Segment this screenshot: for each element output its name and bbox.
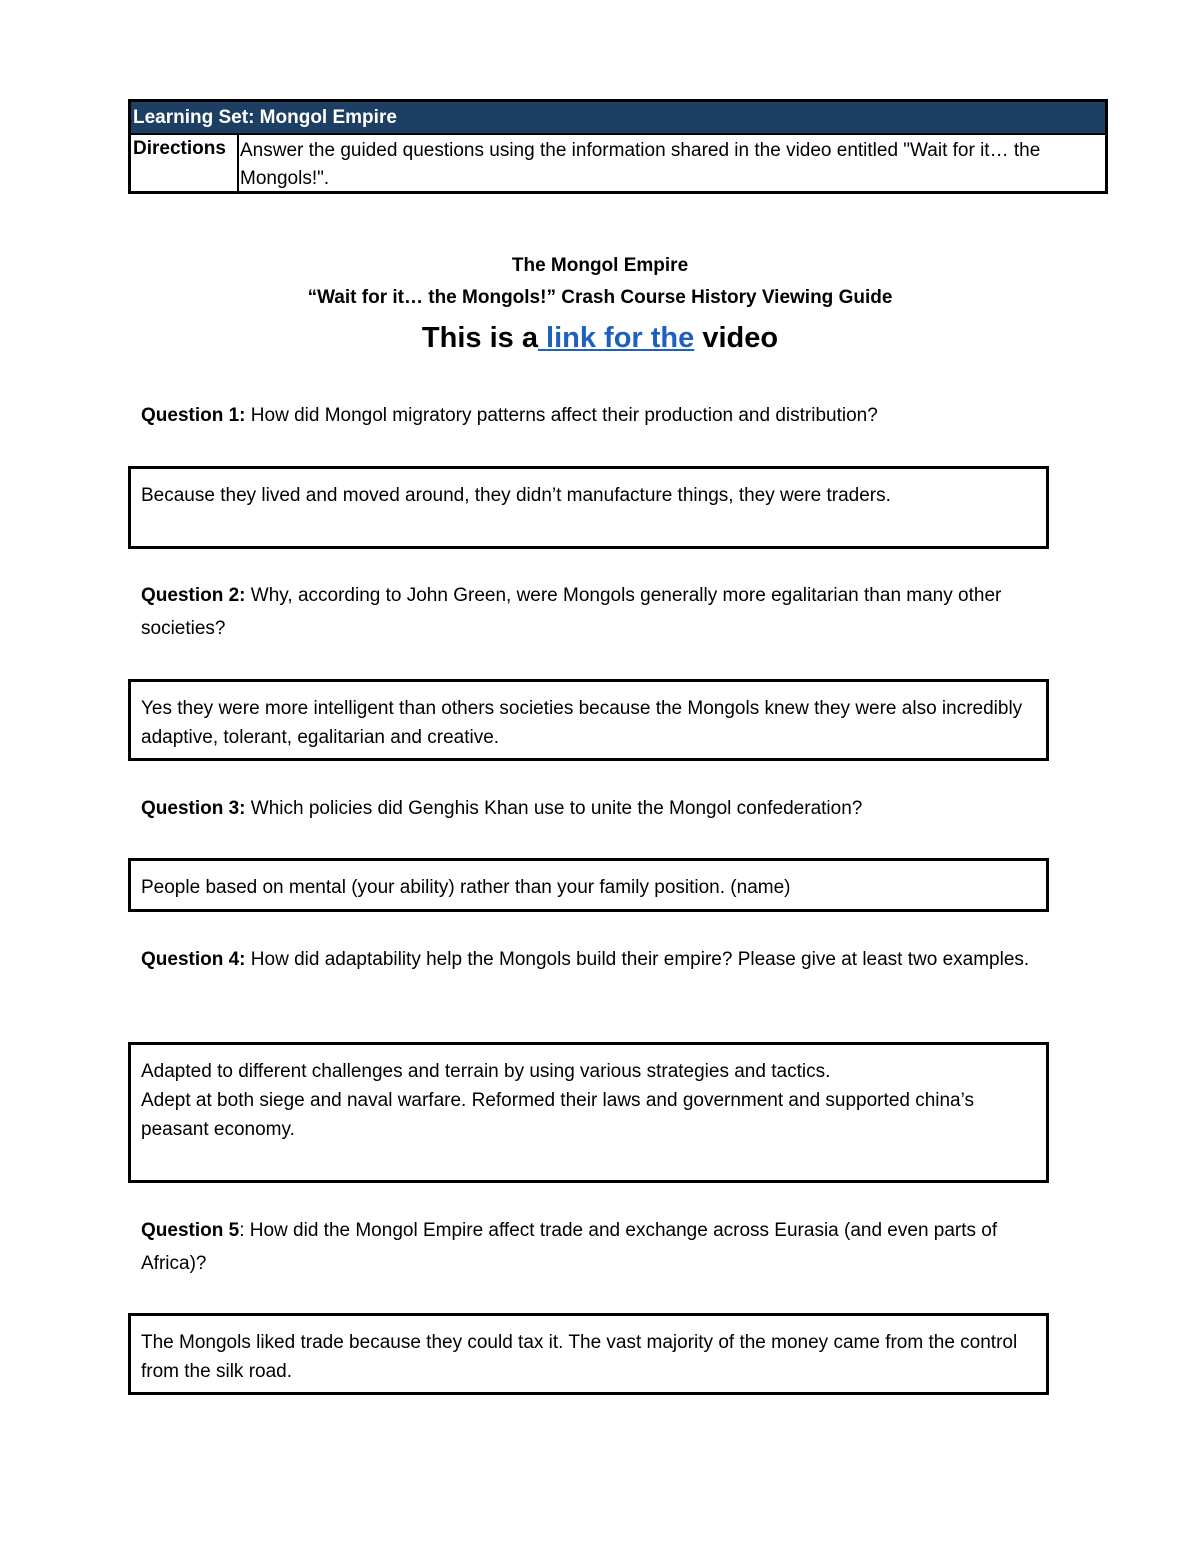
question-2 (141, 579, 1066, 645)
question-4 (141, 943, 1066, 976)
question-1 (141, 399, 1066, 432)
question-3-text: Which policies did Genghis Khan use to unite the Mongol confederation? (245, 798, 863, 819)
answer-5-text: The Mongols liked trade because they could tax it. The vast majority of the money came from the control from the silk road. (141, 1332, 1018, 1382)
answer-2-text: Yes they were more intelligent than others societies because the Mongols knew they were also incredibly adaptive, tolerant, egalitarian and creative. (141, 698, 1023, 748)
document-subtitle: “Wait for it… the Mongols!” Crash Course History Viewing Guide (307, 287, 893, 308)
answer-3-text: People based on mental (your ability) rather than your family position. (name) (141, 877, 791, 898)
question-4-label: Question 4: (141, 949, 246, 970)
question-2-text: Why, according to John Green, were Mongols generally more egalitarian than many other societies? (141, 585, 1002, 639)
question-5-label: Question 5 (141, 1220, 240, 1241)
answer-2-box[interactable] (128, 679, 1049, 761)
question-1-label: Question 1: (141, 405, 246, 426)
learning-set-title: Learning Set: Mongol Empire (131, 102, 1105, 135)
video-link-line (0, 322, 1200, 355)
answer-5-box[interactable] (128, 1313, 1049, 1395)
learning-set-header-table (128, 99, 1108, 194)
answer-3-box[interactable] (128, 858, 1049, 912)
question-4-text: How did adaptability help the Mongols build their empire? Please give at least two examples. (245, 949, 1030, 970)
question-1-text: How did Mongol migratory patterns affect their production and distribution? (245, 405, 878, 426)
answer-4-box[interactable] (128, 1042, 1049, 1183)
question-2-label: Question 2: (141, 585, 246, 606)
answer-1-box[interactable] (128, 466, 1049, 549)
video-link[interactable]: link for the (537, 322, 695, 354)
answer-4-line-1: Adapted to different challenges and terrain by using various strategies and tactics. (141, 1061, 831, 1082)
link-suffix: video (694, 322, 779, 354)
question-3 (141, 792, 1066, 825)
answer-1-text: Because they lived and moved around, they didn’t manufacture things, they were traders. (141, 485, 891, 506)
answer-4-line-2: Adept at both siege and naval warfare. Reformed their laws and government and supported china’s peasant economy. (141, 1090, 974, 1140)
question-3-label: Question 3: (141, 798, 246, 819)
link-prefix: This is a (421, 322, 538, 354)
directions-text: Answer the guided questions using the information shared in the video entitled "Wait for it… the Mongols!". (240, 140, 1041, 189)
question-5-text: : How did the Mongol Empire affect trade and exchange across Eurasia (and even parts of Africa)? (141, 1220, 998, 1274)
question-5 (141, 1214, 1066, 1280)
directions-row (131, 135, 1105, 191)
document-title: The Mongol Empire (511, 255, 689, 276)
directions-label: Directions (131, 135, 239, 191)
